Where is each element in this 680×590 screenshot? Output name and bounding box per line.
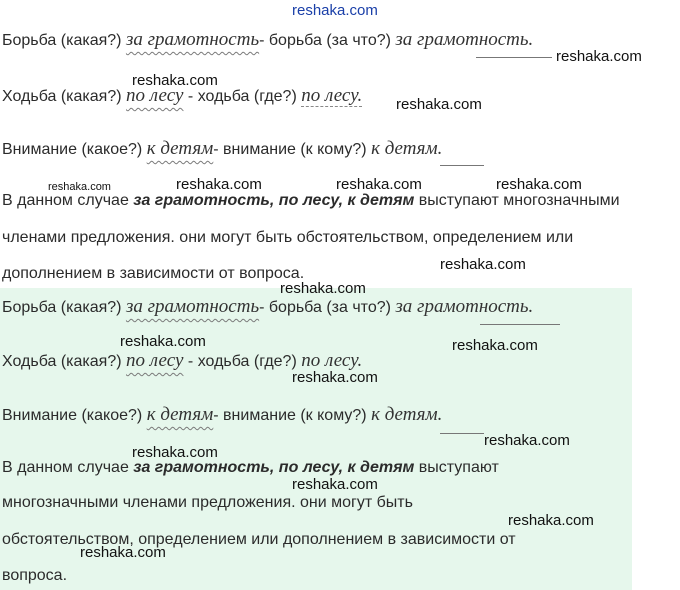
watermark: reshaka.com [452,337,538,354]
phrase-k-detyam: к детям [146,404,214,425]
text-v-dannom: В данном случае [2,459,129,476]
watermark: reshaka.com [132,72,218,89]
watermark: reshaka.com [176,176,262,193]
text-hodba-gde: - ходьба (где?) [187,88,297,105]
watermark-small: reshaka.com [48,181,111,193]
underline-mark [440,433,484,434]
watermark: reshaka.com [484,432,570,449]
text-borba-kakaya: Борьба (какая?) [2,299,122,316]
text-hodba-gde: - ходьба (где?) [187,353,297,370]
para2-line2: многозначными членами предложения. они могут быть [2,494,413,511]
line-vnimanie-1 [2,139,442,160]
text-borba-kakaya: Борьба (какая?) [2,32,122,49]
watermark: reshaka.com [336,176,422,193]
phrase-za-gramotnost: за грамотность [125,29,260,50]
para2-line1 [2,458,499,478]
phrase-za-gramotnost: за грамотность [125,296,260,317]
text-vnimanie-komu: - внимание (к кому?) [213,141,367,158]
text-hodba-kakaya: Ходьба (какая?) [2,353,122,370]
line-borba-1 [2,30,533,51]
phrase-po-lesu-end: по лесу. [301,85,363,106]
phrase-k-detyam-end: к детям. [371,404,443,425]
text-borba-za-chto: - борьба (за что?) [259,299,391,316]
para2-line3: обстоятельством, определением или дополнением в зависимости от [2,531,516,548]
watermark: reshaka.com [496,176,582,193]
text-vnimanie-kakoe: Внимание (какое?) [2,407,143,424]
line-borba-2 [2,297,533,318]
line-hodba-1 [2,86,362,107]
phrase-po-lesu: по лесу [126,350,184,371]
watermark-top: reshaka.com [292,2,378,19]
text-borba-za-chto: - борьба (за что?) [259,32,391,49]
watermark: reshaka.com [120,333,206,350]
watermark: reshaka.com [292,369,378,386]
text-p2-tail: выступают [418,459,499,476]
text-vnimanie-komu: - внимание (к кому?) [213,407,367,424]
watermark: reshaka.com [396,96,482,113]
line-vnimanie-2 [2,405,442,426]
para1-line1 [2,191,620,211]
watermark: reshaka.com [440,256,526,273]
watermark: reshaka.com [556,48,642,65]
para2-line4: вопроса. [2,567,68,584]
phrase-po-lesu: по лесу [126,85,184,106]
watermark: reshaka.com [132,444,218,461]
text-phrases: за грамотность, по лесу, к детям [133,459,415,476]
para1-line3: дополнением в зависимости от вопроса. [2,265,305,282]
watermark: reshaka.com [80,544,166,561]
underline-mark [440,165,484,166]
text-vnimanie-kakoe: Внимание (какое?) [2,141,143,158]
text-phrases: за грамотность, по лесу, к детям [133,192,415,209]
para1-line2: членами предложения. они могут быть обстоятельством, определением или [2,229,574,246]
phrase-po-lesu-end: по лесу. [301,350,363,371]
phrase-k-detyam-end: к детям. [371,138,443,159]
watermark: reshaka.com [280,280,366,297]
underline-mark [480,324,560,325]
phrase-za-gramotnost-end: за грамотность. [395,296,534,317]
watermark: reshaka.com [292,476,378,493]
text-v-dannom: В данном случае [2,192,129,209]
text-p1-tail: выступают многозначными [418,192,620,209]
underline-mark [476,57,552,58]
phrase-za-gramotnost-end: за грамотность. [395,29,534,50]
watermark: reshaka.com [508,512,594,529]
phrase-k-detyam: к детям [146,138,214,159]
text-hodba-kakaya: Ходьба (какая?) [2,88,122,105]
